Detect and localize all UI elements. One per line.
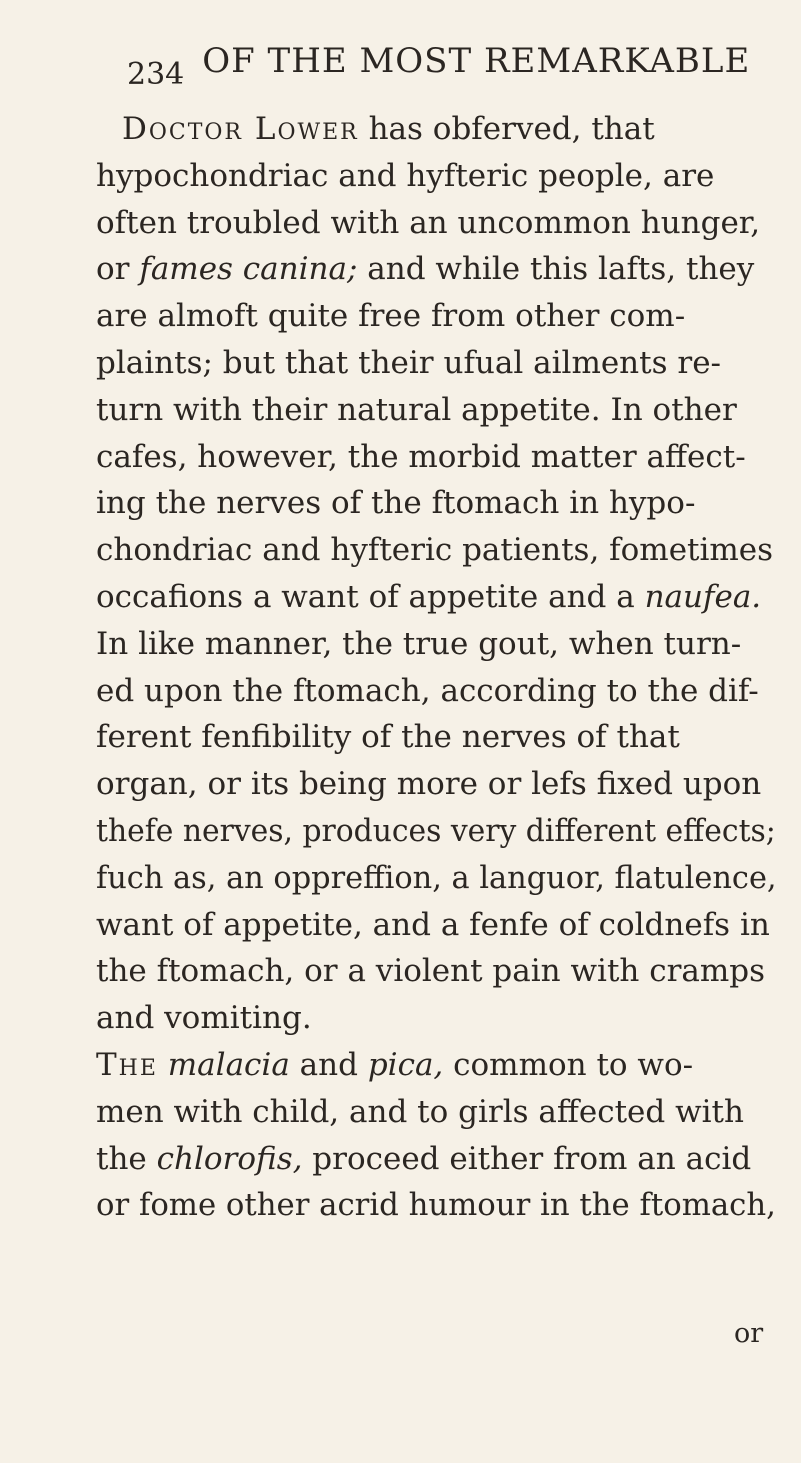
text-line: organ, or its being more or lefs fixed upon (96, 766, 762, 803)
text-line: and vomiting. (96, 1000, 312, 1037)
text-line: ferent fenfibility of the nerves of that (96, 719, 680, 756)
text-line: chondriac and hyfteric patients, fometimes (96, 532, 774, 569)
line-text: common to wo- (443, 1046, 694, 1083)
line-text: and while this lafts, they (357, 251, 755, 288)
text-line (96, 246, 776, 293)
line-text: has obferved, that (358, 111, 655, 147)
text-line: thefe nerves, produces very different effects; (96, 812, 776, 849)
line-text: occafions a want of appetite and a (96, 578, 645, 615)
text-line: men with child, and to girls affected with (96, 1093, 744, 1130)
smallcaps-lead: Doctor Lower (122, 111, 359, 147)
italic-term: malacia (167, 1046, 290, 1083)
italic-term: chlorofis, (156, 1140, 303, 1177)
italic-term: fames canina; (139, 251, 358, 288)
line-text: and (289, 1046, 368, 1083)
catchword: or (734, 1318, 764, 1349)
smallcaps-lead: The (96, 1046, 158, 1083)
text-line: hypochondriac and hyfteric people, are (96, 157, 715, 194)
running-title: OF THE MOST REMARKABLE (202, 41, 751, 81)
text-line: cafes, however, the morbid matter affect- (96, 438, 746, 475)
running-header (127, 41, 751, 92)
text-line: ed upon the ftomach, according to the dif- (96, 672, 759, 709)
text-line: In like manner, the true gout, when turn- (96, 625, 742, 662)
text-line (96, 106, 776, 153)
text-line: fuch as, an oppreffion, a languor, flatulence, (96, 859, 777, 896)
line-text: proceed either from an acid (302, 1140, 752, 1177)
italic-term: pica, (367, 1046, 444, 1083)
text-line: or fome other acrid humour in the ftomach, (96, 1187, 776, 1224)
text-line: ing the nerves of the ftomach in hypo- (96, 485, 696, 522)
text-line (96, 1042, 776, 1089)
text-line: are almoft quite free from other com- (96, 298, 686, 335)
page-number: 234 (127, 57, 185, 92)
text-line: want of appetite, and a fenfe of coldnefs in (96, 906, 770, 943)
italic-term: naufea. (644, 578, 762, 615)
text-line (96, 1136, 776, 1183)
text-line: the ftomach, or a violent pain with cramps (96, 953, 766, 990)
text-line: often troubled with an uncommon hunger, (96, 204, 761, 241)
line-text: the (96, 1140, 157, 1177)
text-line: plaints; but that their ufual ailments re- (96, 344, 722, 381)
body-text (96, 106, 776, 1229)
text-line (96, 574, 776, 621)
text-line: turn with their natural appetite. In other (96, 391, 737, 428)
line-text (158, 1047, 168, 1083)
line-text: or (96, 251, 140, 288)
